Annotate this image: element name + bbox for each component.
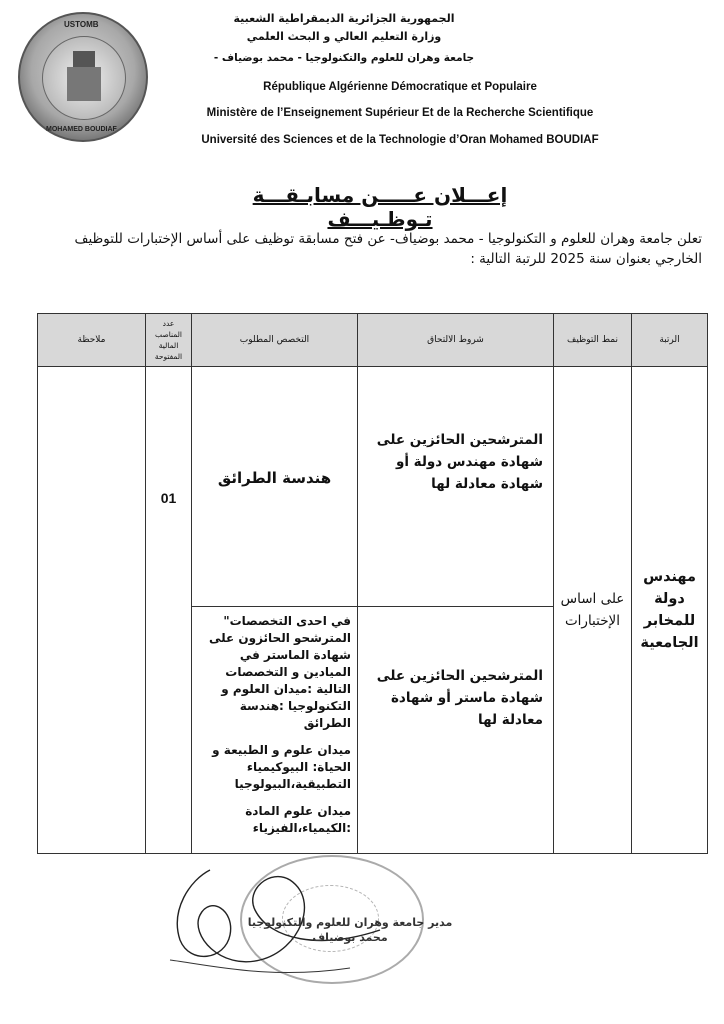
signatory-line: محمد بوضياف xyxy=(312,931,388,944)
conditions-cell-engineer: المترشحين الحائزين على شهادة مهندس دولة أو شهادة معادلة لها xyxy=(358,367,554,607)
university-logo xyxy=(18,12,148,142)
header-notes: ملاحظة xyxy=(38,314,146,367)
mode-cell: على اساس الإختبارات xyxy=(554,367,632,854)
header-university-fr: Université des Sciences et de la Technologie d’Oran Mohamed BOUDIAF xyxy=(201,134,599,146)
header-republic-ar: الجمهورية الجزائرية الديمقراطية الشعبية xyxy=(233,12,455,25)
header-ministry-fr: Ministère de l’Enseignement Supérieur Et de la Recherche Scientifique xyxy=(206,107,594,119)
notes-cell xyxy=(38,367,146,854)
header-rank: الرتبة xyxy=(632,314,708,367)
header-ministry-ar: وزارة التعليم العالي و البحث العلمي xyxy=(246,30,442,43)
table-header-row xyxy=(38,314,708,367)
specialty-master-line: في احدى التخصصات" المترشحو الحائزون على شهادة الماستر في الميادين و التخصصات التالية :ميدان العلوم و التكنولوجيا :هندسة الطرائق xyxy=(208,614,351,730)
header-positions: عدد المناصب المالية المفتوحة xyxy=(146,314,192,367)
specialty-cell-engineer: هندسة الطرائق xyxy=(192,367,358,607)
signatory-title xyxy=(240,915,460,945)
header-republic-fr: République Algérienne Démocratique et Populaire xyxy=(263,81,537,93)
specialty-cell-master xyxy=(192,607,358,854)
header-specialty: التخصص المطلوب xyxy=(192,314,358,367)
header-mode: نمط التوظيف xyxy=(554,314,632,367)
specialty-master-line: ميدان علوم و الطبيعة و الحياة: البيوكيمياء التطبيقية،البيولوجيا xyxy=(212,743,351,791)
specialty-master-line: ميدان علوم المادة :الكيمياء،الفيزياء xyxy=(245,804,351,835)
logo-bottom-text: MOHAMED BOUDIAF xyxy=(46,126,117,133)
rank-cell: مهندس دولة للمخابر الجامعية xyxy=(632,367,708,854)
announcement-title: إعـــلان عـــــن مسابـقـــة تـوظـيـــف xyxy=(252,183,508,231)
positions-cell: 01 xyxy=(146,367,192,854)
announcement-intro: تعلن جامعة وهران للعلوم و التكنولوجيا - محمد بوضياف- عن فتح مسابقة توظيف على أساس الإختبارات للتوظيف الخارجي بعنوان سنة 2025 للرتبة التالية : xyxy=(74,231,702,267)
recruitment-table xyxy=(37,313,708,854)
header-conditions: شروط الالتحاق xyxy=(358,314,554,367)
logo-top-text: USTOMB xyxy=(64,20,99,29)
conditions-cell-master: المترشحين الحائزين على شهادة ماستر أو شهادة معادلة لها xyxy=(358,607,554,854)
table-row xyxy=(38,367,708,607)
signatory-line: مدير جامعة وهران للعلوم والتكنولوجيا xyxy=(247,916,453,929)
header-university-ar: جامعة وهران للعلوم والتكنولوجيا - محمد بوضياف - xyxy=(213,52,475,64)
